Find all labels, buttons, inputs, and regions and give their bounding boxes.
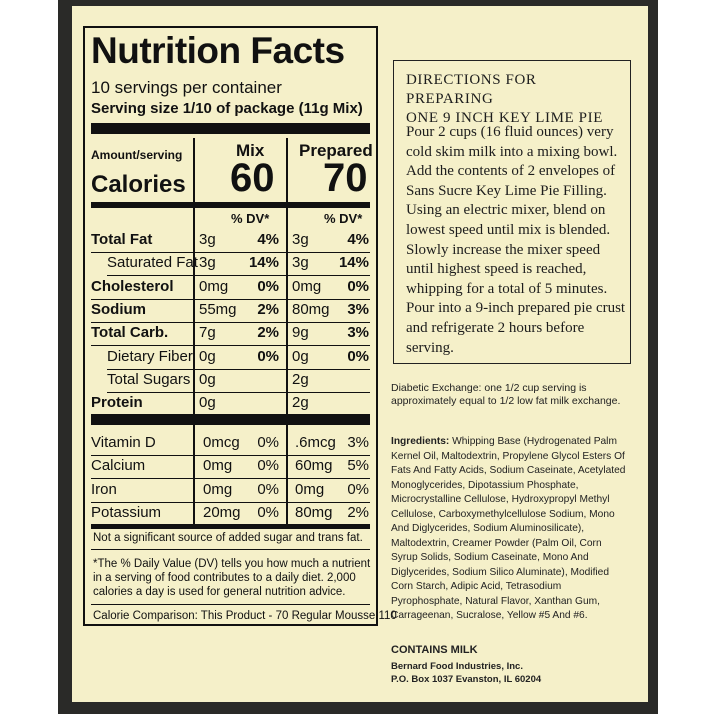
- dv-header-mix: % DV*: [231, 211, 270, 226]
- vitamin-prepared-amount: 0mg: [295, 480, 325, 498]
- not-significant-note: Not a significant source of added sugar and trans fat.: [93, 532, 363, 544]
- row-divider: [107, 275, 370, 276]
- company-info: [391, 660, 541, 686]
- nutrient-label: Cholesterol: [91, 277, 174, 295]
- ingredients-label: Ingredients:: [391, 436, 450, 447]
- vitamin-label: Potassium: [91, 503, 162, 521]
- vitamin-row-divider: [91, 478, 370, 479]
- nutrient-mix-amount: 3g: [199, 231, 216, 248]
- calories-prepared-value: 70: [323, 156, 368, 200]
- vitamin-prepared-dv: 3%: [347, 434, 369, 451]
- nutrient-label: Sodium: [91, 300, 146, 318]
- nutrient-mix-amount: 0g: [199, 394, 216, 412]
- diabetic-exchange: Diabetic Exchange: one 1/2 cup serving is approximately equal to 1/2 low fat milk exchange.: [391, 382, 621, 407]
- directions-heading-line1: DIRECTIONS FOR PREPARING: [406, 72, 537, 107]
- vitamin-prepared-amount: 80mg: [295, 503, 333, 521]
- calories-label: Calories: [91, 171, 186, 198]
- vitamin-prepared-dv: 0%: [347, 480, 369, 498]
- nutrient-prepared-amount: 9g: [292, 324, 309, 342]
- row-divider: [107, 392, 370, 393]
- nutrient-mix-dv: 0%: [257, 277, 279, 295]
- company-address: P.O. Box 1037 Evanston, IL 60204: [391, 674, 542, 685]
- nutrient-label: Protein: [91, 394, 143, 412]
- nutrient-mix-dv: 0%: [257, 347, 279, 365]
- comparison-divider: [91, 604, 370, 605]
- vitamin-mix-dv: 0%: [257, 457, 279, 475]
- nutrient-prepared-dv: 4%: [347, 231, 369, 248]
- row-divider: [91, 322, 370, 323]
- thick-divider: [91, 123, 370, 134]
- directions-heading: [406, 71, 626, 128]
- nutrient-mix-dv: 2%: [257, 324, 279, 342]
- contains-milk: CONTAINS MILK: [391, 644, 478, 656]
- column-divider-prepared: [286, 138, 288, 528]
- nutrient-prepared-amount: 0g: [292, 347, 309, 365]
- nutrient-prepared-amount: 3g: [292, 231, 309, 248]
- nutrient-mix-amount: 0mg: [199, 277, 229, 295]
- vitamin-row-divider: [91, 502, 370, 503]
- nutrient-mix-amount: 0g: [199, 347, 216, 365]
- nutrient-mix-amount: 55mg: [199, 300, 237, 318]
- vitamin-label: Vitamin D: [91, 434, 156, 451]
- nutrient-label: Saturated Fat: [107, 254, 198, 272]
- servings-per-container: 10 servings per container: [91, 78, 282, 97]
- vitamin-prepared-dv: 5%: [347, 457, 369, 475]
- vitamin-mix-dv: 0%: [257, 503, 279, 521]
- directions-text: Pour 2 cups (16 fluid ounces) very cold skim milk into a mixing bowl. Add the contents of 2 envelopes of Sans Sucre Key Lime Pie Filling. Using an electric mixer, blend on lowest speed until mix is blended. Slowly increase the mixer speed until highest speed is reached, whipping for a total of 5 minutes. Pour into a 9-inch prepared pie crust and refrigerate 2 hours before serving.: [406, 124, 626, 356]
- prepared-header: Prepared: [299, 141, 373, 160]
- directions-heading-line2: ONE 9 INCH KEY LIME PIE: [406, 110, 603, 126]
- vitamin-row-divider: [91, 455, 370, 456]
- serving-size: Serving size 1/10 of package (11g Mix): [91, 100, 363, 117]
- row-divider: [91, 252, 370, 253]
- nutrient-prepared-dv: 3%: [347, 324, 369, 342]
- column-divider-mix: [193, 138, 195, 528]
- footnote-divider: [91, 549, 370, 550]
- nutrient-mix-dv: 2%: [257, 300, 279, 318]
- daily-value-footnote: *The % Daily Value (DV) tells you how much a nutrient in a serving of food contributes to a daily diet. 2,000 calories a day is used for general nutrition advice.: [93, 558, 371, 598]
- nutrition-facts-label: [83, 26, 397, 626]
- vitamin-prepared-amount: .6mcg: [295, 434, 336, 451]
- vitamin-mix-amount: 0mg: [203, 457, 233, 475]
- directions-box: [393, 60, 631, 364]
- nutrient-prepared-dv: 0%: [347, 277, 369, 295]
- ingredients: [391, 435, 631, 624]
- calories-mix-value: 60: [230, 156, 275, 200]
- vitamin-divider: [91, 414, 370, 425]
- ingredients-text: Whipping Base (Hydrogenated Palm Kernel Oil, Maltodextrin, Propylene Glycol Esters Of Fats And Fatty Acids, Sodium Caseinate, Acetylated Monoglycerides, Dipotassium Phosphate, Microcrystalline Cellulose, Hydroxypropyl Methyl Cellulose, Carboxymethylcellulose Sodium, Mono And Diglycerides, Sodium Aluminosilicate), Maltodextrin, Creamer Powder (Palm Oil, Corn Syrup Solids, Sodium Caseinate, Mono And Diglycerides, Sodium Silico Aluminate), Modified Corn Starch, Adipic Acid, Tetrasodium Pyrophosphate, Natural Flavor, Xanthan Gum, Carrageenan, Sucralose, Yellow #5 And #6.: [391, 436, 626, 621]
- mix-header: Mix: [236, 141, 265, 160]
- nutrient-label: Dietary Fiber: [107, 347, 193, 365]
- nutrient-mix-dv: 4%: [257, 231, 279, 248]
- nutrient-label: Total Carb.: [91, 324, 169, 342]
- calorie-comparison: Calorie Comparison: This Product - 70 Regular Mousse 110: [93, 610, 397, 622]
- vitamin-label: Calcium: [91, 457, 146, 475]
- vitamin-mix-dv: 0%: [257, 480, 279, 498]
- nutrient-mix-dv: 14%: [248, 254, 279, 272]
- vitamin-mix-amount: 0mcg: [203, 434, 240, 451]
- amount-serving-label: Amount/serving: [91, 148, 183, 162]
- vitamin-mix-amount: 20mg: [203, 503, 241, 521]
- nutrient-prepared-amount: 2g: [292, 370, 309, 388]
- row-divider: [107, 369, 370, 370]
- dv-header-prepared: % DV*: [324, 211, 363, 226]
- vitamin-prepared-dv: 2%: [347, 503, 369, 521]
- row-divider: [91, 299, 370, 300]
- vitamin-label: Iron: [91, 480, 117, 498]
- vitamin-prepared-amount: 60mg: [295, 457, 333, 475]
- vitamin-mix-dv: 0%: [257, 434, 279, 451]
- vitamin-mix-amount: 0mg: [203, 480, 233, 498]
- nutrient-prepared-amount: 3g: [292, 254, 309, 272]
- nutrient-prepared-amount: 80mg: [292, 300, 330, 318]
- nutrient-mix-amount: 0g: [199, 370, 216, 388]
- nutrient-prepared-amount: 2g: [292, 394, 309, 412]
- nutrition-title: Nutrition Facts: [91, 30, 345, 71]
- nutrient-label: Total Fat: [91, 231, 153, 248]
- nutrient-mix-amount: 7g: [199, 324, 216, 342]
- row-divider: [91, 345, 370, 346]
- bottom-divider: [91, 524, 370, 529]
- nutrient-prepared-dv: 14%: [338, 254, 369, 272]
- nutrient-mix-amount: 3g: [199, 254, 216, 272]
- calories-divider: [91, 202, 370, 208]
- nutrient-prepared-dv: 3%: [347, 300, 369, 318]
- company-name: Bernard Food Industries, Inc.: [391, 661, 523, 672]
- nutrient-prepared-amount: 0mg: [292, 277, 322, 295]
- nutrient-prepared-dv: 0%: [347, 347, 369, 365]
- nutrient-label: Total Sugars: [107, 370, 191, 388]
